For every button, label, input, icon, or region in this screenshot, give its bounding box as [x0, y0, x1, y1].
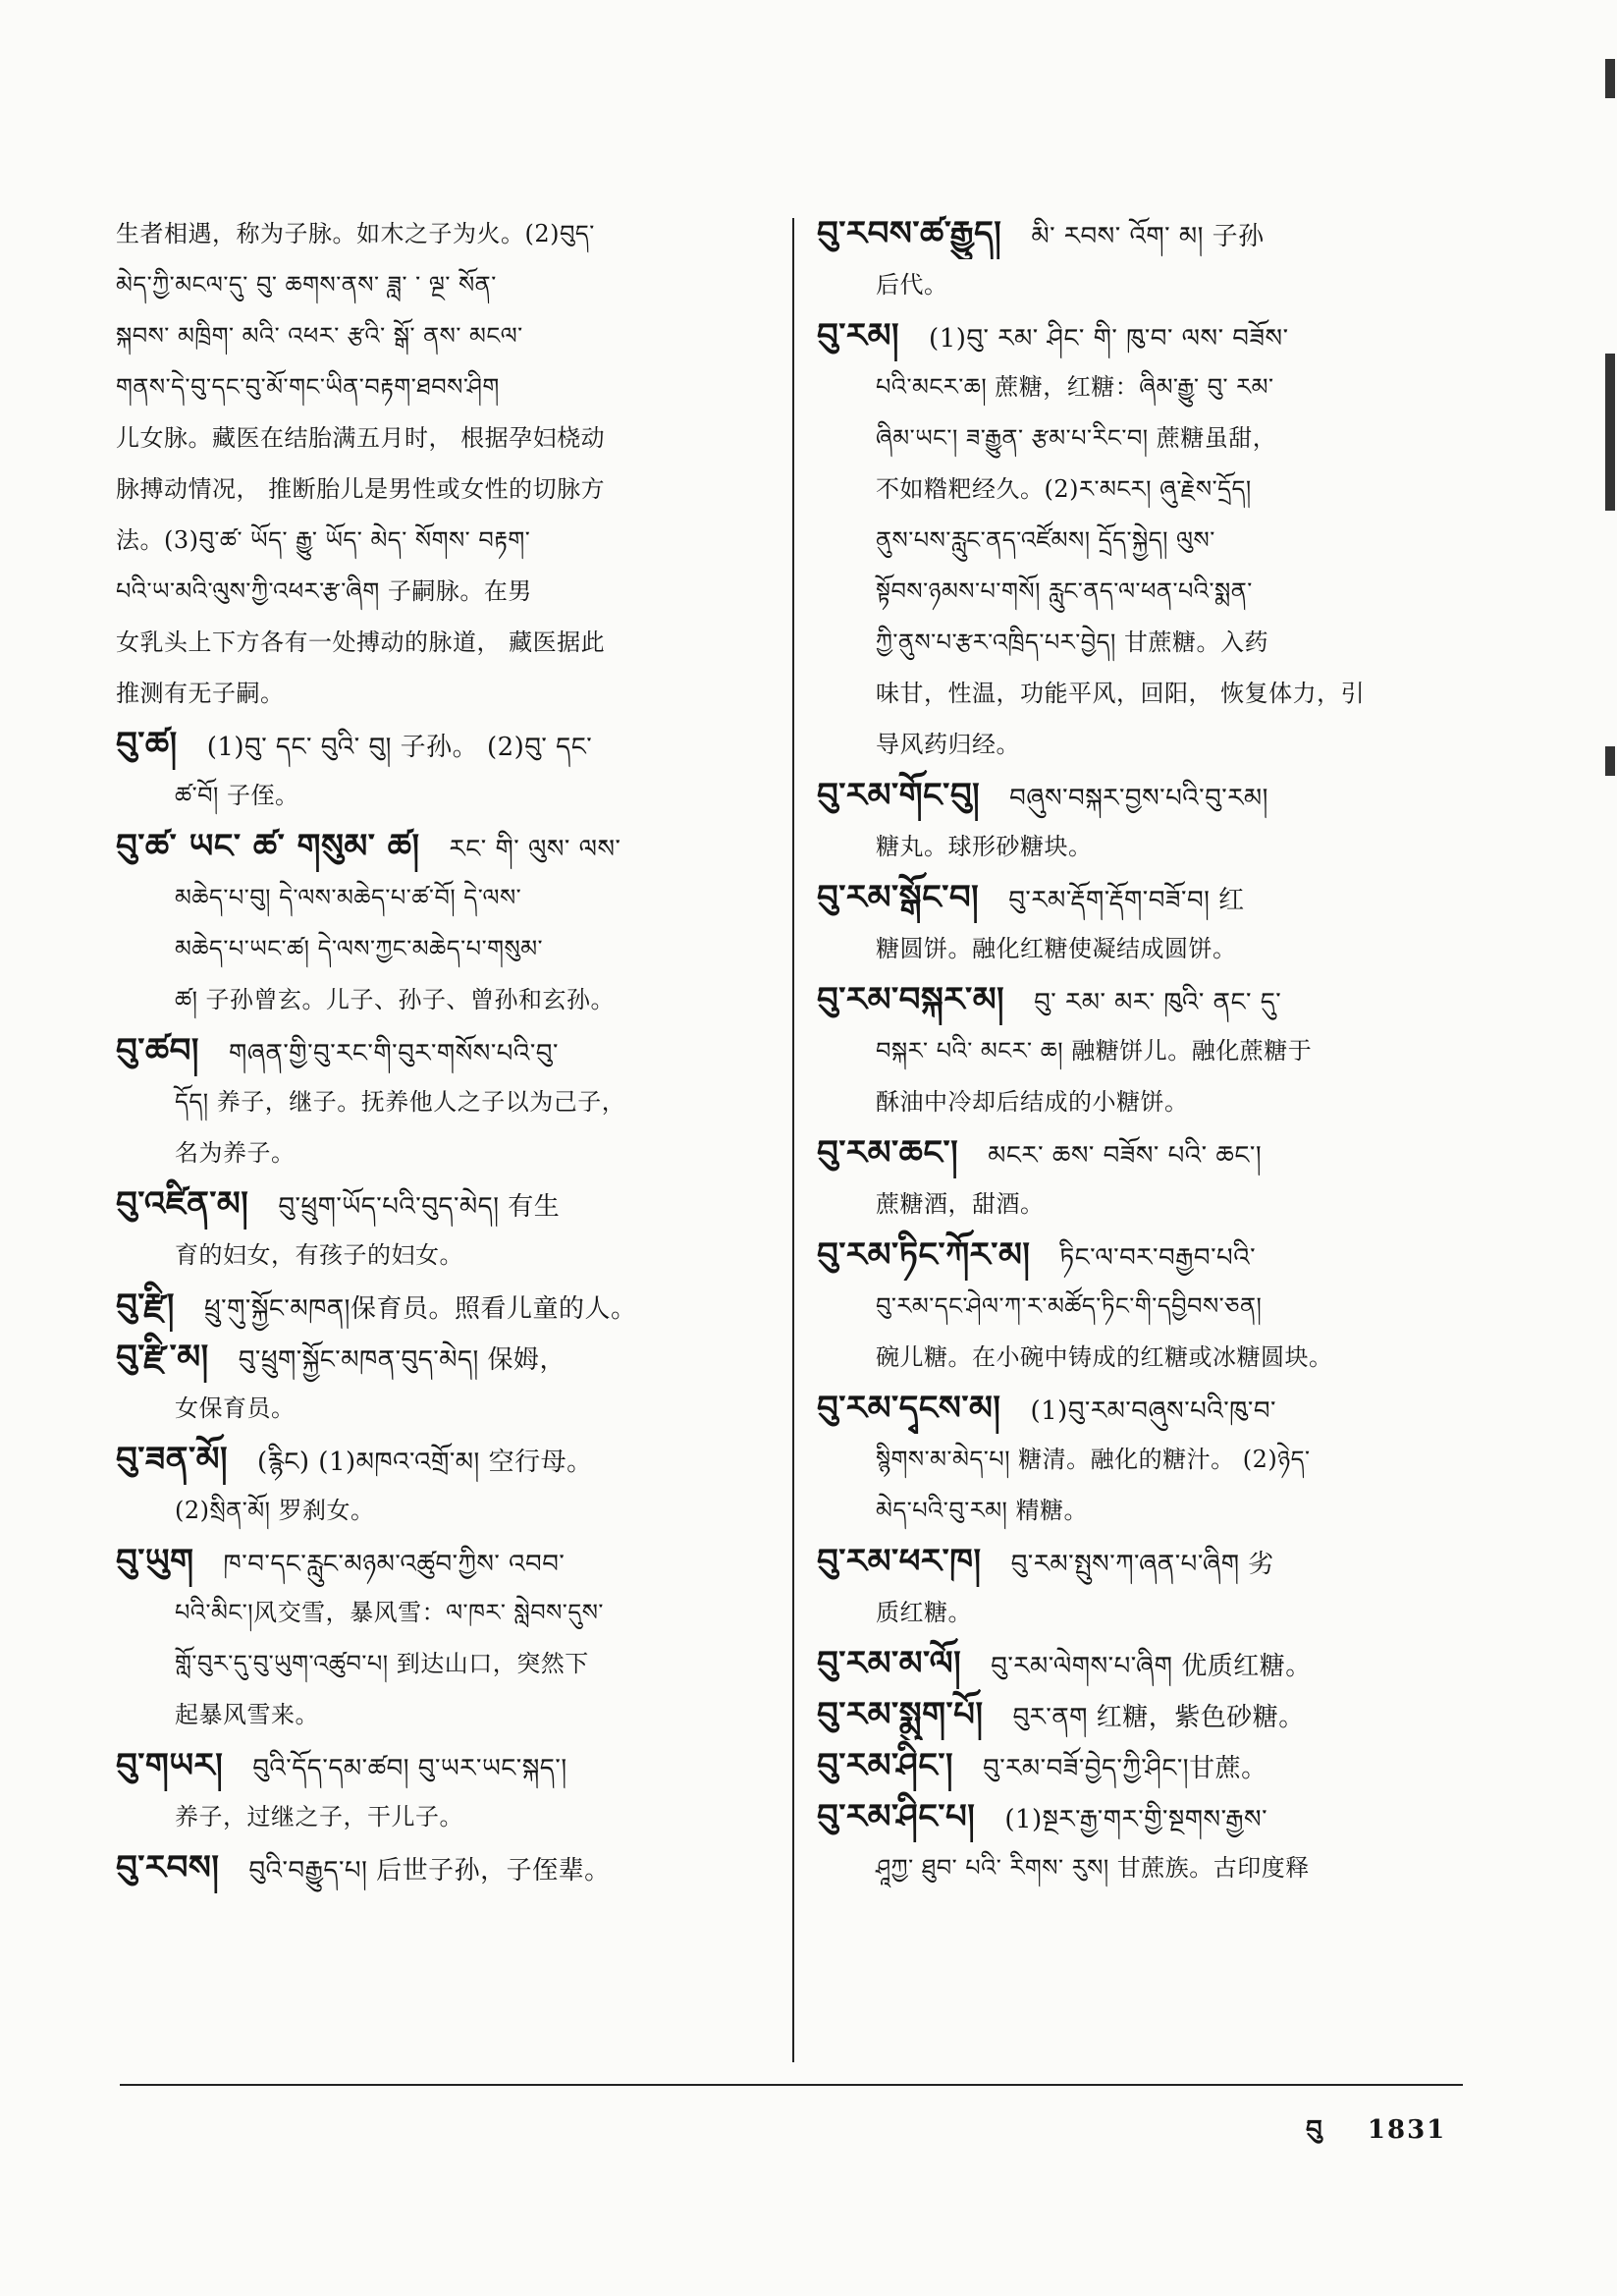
text-line [116, 1485, 776, 1536]
definition-text: བུ་ཕྲུག་ཡོད་པའི་བུད་མེད། 有生 [278, 1192, 561, 1222]
definition-text: 糖圆饼。融化红糖使凝结成圆饼。 [876, 935, 1237, 962]
definition-text: 蔗糖酒，甜酒。 [876, 1190, 1045, 1218]
headword: བུ་རམ་སྨུག་པོ། [817, 1695, 984, 1734]
definition-text: 养子，过继之子，干儿子。 [175, 1803, 463, 1831]
text-line [116, 259, 776, 310]
dictionary-entry-line [817, 1127, 1460, 1178]
definition-text: ནུས་པས་རླུང་ནད་འཛོམས། དྲོད་སྐྱེད། ལུས་ [876, 526, 1215, 554]
text-line [116, 412, 776, 464]
definition-text: ཞིམ་ཡང་། ཟ་རྒྱུན་ རྩམ་པ་རིང་བ། 蔗糖虽甜， [876, 424, 1277, 452]
definition-text: སྟོབས་ཉམས་པ་གསོ། རླུང་ནད་ལ་ཕན་པའི་སྨན་ [876, 577, 1253, 605]
definition-text: ཁ་བ་དང་རླུང་མཉམ་འཚུབ་ཀྱིས་ འབབ་ [223, 1550, 566, 1579]
headword: བུ་རམ་ཤིང་། [817, 1746, 954, 1785]
page-number: 1831 [1367, 2115, 1447, 2145]
text-line [817, 1076, 1460, 1127]
headword: བུ་ཡུག [116, 1542, 194, 1581]
column-divider [792, 218, 794, 2062]
definition-text: ཏིང་ལ་བར་བརྒྱབ་པའི་ [1059, 1243, 1257, 1273]
dictionary-entry-line [116, 1025, 776, 1076]
definition-text: གློ་བུར་དུ་བུ་ཡུག་འཚུབ་པ། 到达山口，突然下 [175, 1650, 589, 1677]
dictionary-entry-line [116, 1332, 776, 1383]
headword: བུ་རམ་མ་ལོ། [817, 1644, 962, 1683]
definition-text: ཚ་བོ། 子侄。 [175, 782, 299, 809]
text-line [817, 923, 1460, 974]
headword: བུ་འཛིན་མ། [116, 1184, 249, 1224]
dictionary-entry-line [817, 1791, 1460, 1842]
headword: བུ་ཚབ། [116, 1031, 199, 1070]
definition-text: བུའི་དོད་དམ་ཚབ། བུ་ཡར་ཡང་སྐད་། [252, 1754, 567, 1783]
headword: བུ་གཡར། [116, 1746, 224, 1785]
text-line [817, 464, 1460, 515]
text-line [817, 361, 1460, 412]
dictionary-entry-line [817, 770, 1460, 821]
headword: བུ་ཚ། [116, 725, 178, 764]
definition-text: བུ་རམ་དང་ཤེལ་ཀ་ར་མཚོད་ཏིང་གི་དབྱིབས་ཅན། [876, 1292, 1263, 1320]
text-line [116, 361, 776, 412]
scan-edge-marks [1601, 59, 1617, 1139]
definition-text: (1)སྔར་རྒྱ་གར་གྱི་སྔགས་རྒྱས་ [1004, 1805, 1268, 1834]
definition-text: 后代。 [876, 271, 948, 299]
text-line [116, 1127, 776, 1178]
text-line [116, 1383, 776, 1434]
definition-text: མི་ རབས་ འོག་ མ། 子孙 [1031, 222, 1265, 251]
definition-text: 不如糌粑经久。(2)ར་མངར། ཞུ་རྗེས་དྲོད། [876, 475, 1252, 503]
text-line [116, 923, 776, 974]
headword: བུ་རམ་ཏིང་ཀོར་མ། [817, 1235, 1031, 1275]
text-line [817, 668, 1460, 719]
headword: བུ་རམ་བསྐར་མ། [817, 980, 1005, 1019]
headword: བུ་ཚ་ ཡང་ ཚ་ གསུམ་ ཚ། [116, 827, 420, 866]
text-line [116, 1638, 776, 1689]
text-line [817, 412, 1460, 464]
dictionary-entry-line [817, 208, 1460, 259]
text-line [817, 515, 1460, 566]
definition-text: 法。(3)བུ་ཚ་ ཡོད་ རྒྱུ་ ཡོད་ མེད་ སོགས་ བརྟག་ [116, 526, 531, 554]
definition-text: སྐབས་ མཁྲིག་ མའི་ འཕར་ རྩའི་ སྒོ་ ནས་ མངལ་ [116, 322, 523, 350]
text-line [817, 1842, 1460, 1893]
definition-text: མངར་ ཆས་ བཟོས་ པའི་ ཆང་། [988, 1141, 1263, 1171]
text-line [817, 566, 1460, 617]
dictionary-entry-line [116, 1842, 776, 1893]
headword: བུ་རྫི་མ། [116, 1338, 209, 1377]
text-line [116, 1587, 776, 1638]
definition-text: (རྙིང) (1)མཁའ་འགྲོ་མ། 空行母。 [257, 1448, 593, 1477]
text-line [116, 974, 776, 1025]
definition-text: 质红糖。 [876, 1599, 972, 1626]
text-line [817, 617, 1460, 668]
right-column [817, 208, 1460, 1893]
dictionary-entry-line [116, 821, 776, 872]
text-line [116, 872, 776, 923]
text-line [116, 515, 776, 566]
text-line [817, 1281, 1460, 1332]
page-footer [1306, 2102, 1446, 2173]
text-line [116, 208, 776, 259]
definition-text: ཚ། 子孙曾玄。儿子、孙子、曾孙和玄孙。 [175, 986, 616, 1013]
definition-text: 酥油中冷却后结成的小糖饼。 [876, 1088, 1189, 1116]
headword: བུ་ཟན་མོ། [116, 1440, 229, 1479]
definition-text: (1)བུ་ རམ་ ཤིང་ གི་ ཁུ་བ་ ལས་ བཟོས་ [929, 324, 1289, 354]
definition-text: བསྐར་ པའི་ མངར་ ཆ། 融糖饼儿。融化蔗糖于 [876, 1037, 1313, 1065]
definition-text: 起暴风雪来。 [175, 1701, 319, 1728]
dictionary-entry-line [817, 1383, 1460, 1434]
headword: བུ་རབས། [116, 1848, 220, 1887]
footer-letter: བུ [1306, 2115, 1324, 2145]
dictionary-entry-line [817, 1230, 1460, 1281]
headword: བུ་རྫི། [116, 1286, 175, 1326]
definition-text: 味甘，性温，功能平风，回阳， 恢复体力，引 [876, 680, 1366, 707]
text-line [116, 310, 776, 361]
headword: བུ་རམ་ཤིང་པ། [817, 1797, 976, 1836]
text-line [116, 770, 776, 821]
definition-text: པའི་མིང་།风交雪，暴风雪：ལ་ཁར་ སླེབས་དུས་ [175, 1599, 604, 1626]
definition-text: རང་ གི་ ལུས་ ལས་ [449, 835, 621, 864]
headword: བུ་རམ་སྒོང་བ། [817, 878, 980, 917]
definition-text: 生者相遇，称为子脉。如木之子为火。(2)བུད་ [116, 220, 595, 247]
definition-text: བུ་ཕྲུག་སྐྱོང་མཁན་བུད་མེད། 保姆， [238, 1345, 566, 1375]
definition-text: ཀྱི་ནུས་པ་རྩར་འཁྲིད་པར་བྱེད། 甘蔗糖。入药 [876, 629, 1268, 656]
text-line [817, 1434, 1460, 1485]
definition-text: 儿女脉。藏医在结胎满五月时， 根据孕妇桡动 [116, 424, 606, 452]
definition-text: ཕྲུ་གུ་སྐྱོང་མཁན།保育员。照看儿童的人。 [203, 1294, 637, 1324]
definition-text: མཆེད་པ་ཡང་ཚ། དེ་ལས་ཀྱང་མཆེད་པ་གསུམ་ [175, 935, 544, 962]
definition-text: 碗儿糖。在小碗中铸成的红糖或冰糖圆块。 [876, 1343, 1333, 1371]
definition-text: དོད། 养子，继子。抚养他人之子以为己子， [175, 1088, 626, 1116]
definition-text: པའི་མངར་ཆ། 蔗糖，红糖：ཞིམ་རྒྱུ་ བུ་ རམ་ [876, 373, 1274, 401]
dictionary-entry-line [116, 1536, 776, 1587]
headword: བུ་རབས་ཚ་རྒྱུད། [817, 214, 1002, 253]
text-line [116, 617, 776, 668]
text-line [116, 464, 776, 515]
dictionary-entry-line [817, 974, 1460, 1025]
headword: བུ་རམ། [817, 316, 900, 355]
text-line [116, 1230, 776, 1281]
dictionary-entry-line [817, 1638, 1460, 1689]
text-line [116, 566, 776, 617]
text-line [116, 1791, 776, 1842]
definition-text: བཞུས་བསྐར་བྱས་པའི་བུ་རམ། [1009, 784, 1268, 813]
dictionary-entry-line [116, 719, 776, 770]
text-line [817, 719, 1460, 770]
footer-rule [120, 2084, 1463, 2086]
left-column [116, 208, 776, 1893]
definition-text: བུའི་བརྒྱུད་པ། 后世子孙，子侄辈。 [248, 1856, 611, 1886]
headword: བུ་རམ་ཆང་། [817, 1133, 959, 1173]
text-line [817, 1485, 1460, 1536]
dictionary-entry-line [116, 1434, 776, 1485]
definition-text: 糖丸。球形砂糖块。 [876, 833, 1093, 860]
definition-text: བུ་རམ་བཟོ་བྱེད་ཀྱི་ཤིང་།甘蔗。 [983, 1754, 1267, 1783]
text-line [817, 1587, 1460, 1638]
text-line [817, 821, 1460, 872]
definition-text: བུ་རམ་སྤུས་ཀ་ཞན་པ་ཞིག 劣 [1010, 1550, 1274, 1579]
definition-text: 名为养子。 [175, 1139, 296, 1167]
definition-text: པའི་ཡ་མའི་ལུས་ཀྱི་འཕར་རྩ་ཞིག 子嗣脉。在男 [116, 577, 532, 605]
dictionary-entry-line [116, 1281, 776, 1332]
definition-text: མཆེད་པ་བུ། དེ་ལས་མཆེད་པ་ཚ་བོ། དེ་ལས་ [175, 884, 522, 911]
definition-text: (1)བུ་ དང་ བུའི་ བུ། 子孙。 (2)བུ་ དང་ [206, 733, 593, 762]
definition-text: (1)བུ་རམ་བཞུས་པའི་ཁུ་བ་ [1030, 1396, 1276, 1426]
dictionary-entry-line [817, 1689, 1460, 1740]
definition-text: སྙིགས་མ་མེད་པ། 糖清。融化的糖汁。 (2)ཉེད་ [876, 1446, 1311, 1473]
definition-text: (2)སྲིན་མོ། 罗刹女。 [175, 1497, 375, 1524]
dictionary-entry-line [817, 1536, 1460, 1587]
definition-text: 脉搏动情况， 推断胎儿是男性或女性的切脉方 [116, 475, 606, 503]
definition-text: བུ་རམ་ལེགས་པ་ཞིག 优质红糖。 [991, 1652, 1312, 1681]
dictionary-entry-line [817, 310, 1460, 361]
text-line [817, 1025, 1460, 1076]
definition-text: 育的妇女，有孩子的妇女。 [175, 1241, 463, 1269]
definition-text: 导风药归经。 [876, 731, 1020, 758]
text-line [817, 1332, 1460, 1383]
headword: བུ་རམ་དྭངས་མ། [817, 1389, 1001, 1428]
headword: བུ་རམ་གོང་བུ། [817, 776, 981, 815]
text-line [116, 1689, 776, 1740]
definition-text: གནས་དེ་བུ་དང་བུ་མོ་གང་ཡིན་བརྟག་ཐབས་ཤིག [116, 373, 500, 401]
text-line [116, 1076, 776, 1127]
dictionary-entry-line [817, 1740, 1460, 1791]
definition-text: བུ་ རམ་ མར་ ཁུའི་ ནང་ དུ་ [1034, 988, 1282, 1017]
dictionary-entry-line [116, 1178, 776, 1230]
definition-text: མེད་པའི་བུ་རམ། 精糖。 [876, 1497, 1089, 1524]
definition-text: 女保育员。 [175, 1394, 296, 1422]
definition-text: གཞན་གྱི་བུ་རང་གི་བུར་གསོས་པའི་བུ་ [228, 1039, 559, 1068]
dictionary-entry-line [817, 872, 1460, 923]
definition-text: 女乳头上下方各有一处搏动的脉道， 藏医据此 [116, 629, 606, 656]
dictionary-entry-line [116, 1740, 776, 1791]
text-line [817, 1178, 1460, 1230]
definition-text: བུ་རམ་རྡོག་རྡོག་བཟོ་བ། 红 [1008, 886, 1245, 915]
text-line [817, 259, 1460, 310]
headword: བུ་རམ་ཕར་ཁ། [817, 1542, 982, 1581]
definition-text: 推测有无子嗣。 [116, 680, 285, 707]
text-line [116, 668, 776, 719]
definition-text: ཤཱཀྱ་ ཐུབ་ པའི་ རིགས་ རུས། 甘蔗族。古印度释 [876, 1854, 1310, 1882]
definition-text: མེད་ཀྱི་མངལ་དུ་ བུ་ ཆགས་ནས་ ཟླ་ ་ ལྔ་ སོན་ [116, 271, 497, 299]
definition-text: བུར་ནག 红糖，紫色砂糖。 [1012, 1703, 1305, 1732]
